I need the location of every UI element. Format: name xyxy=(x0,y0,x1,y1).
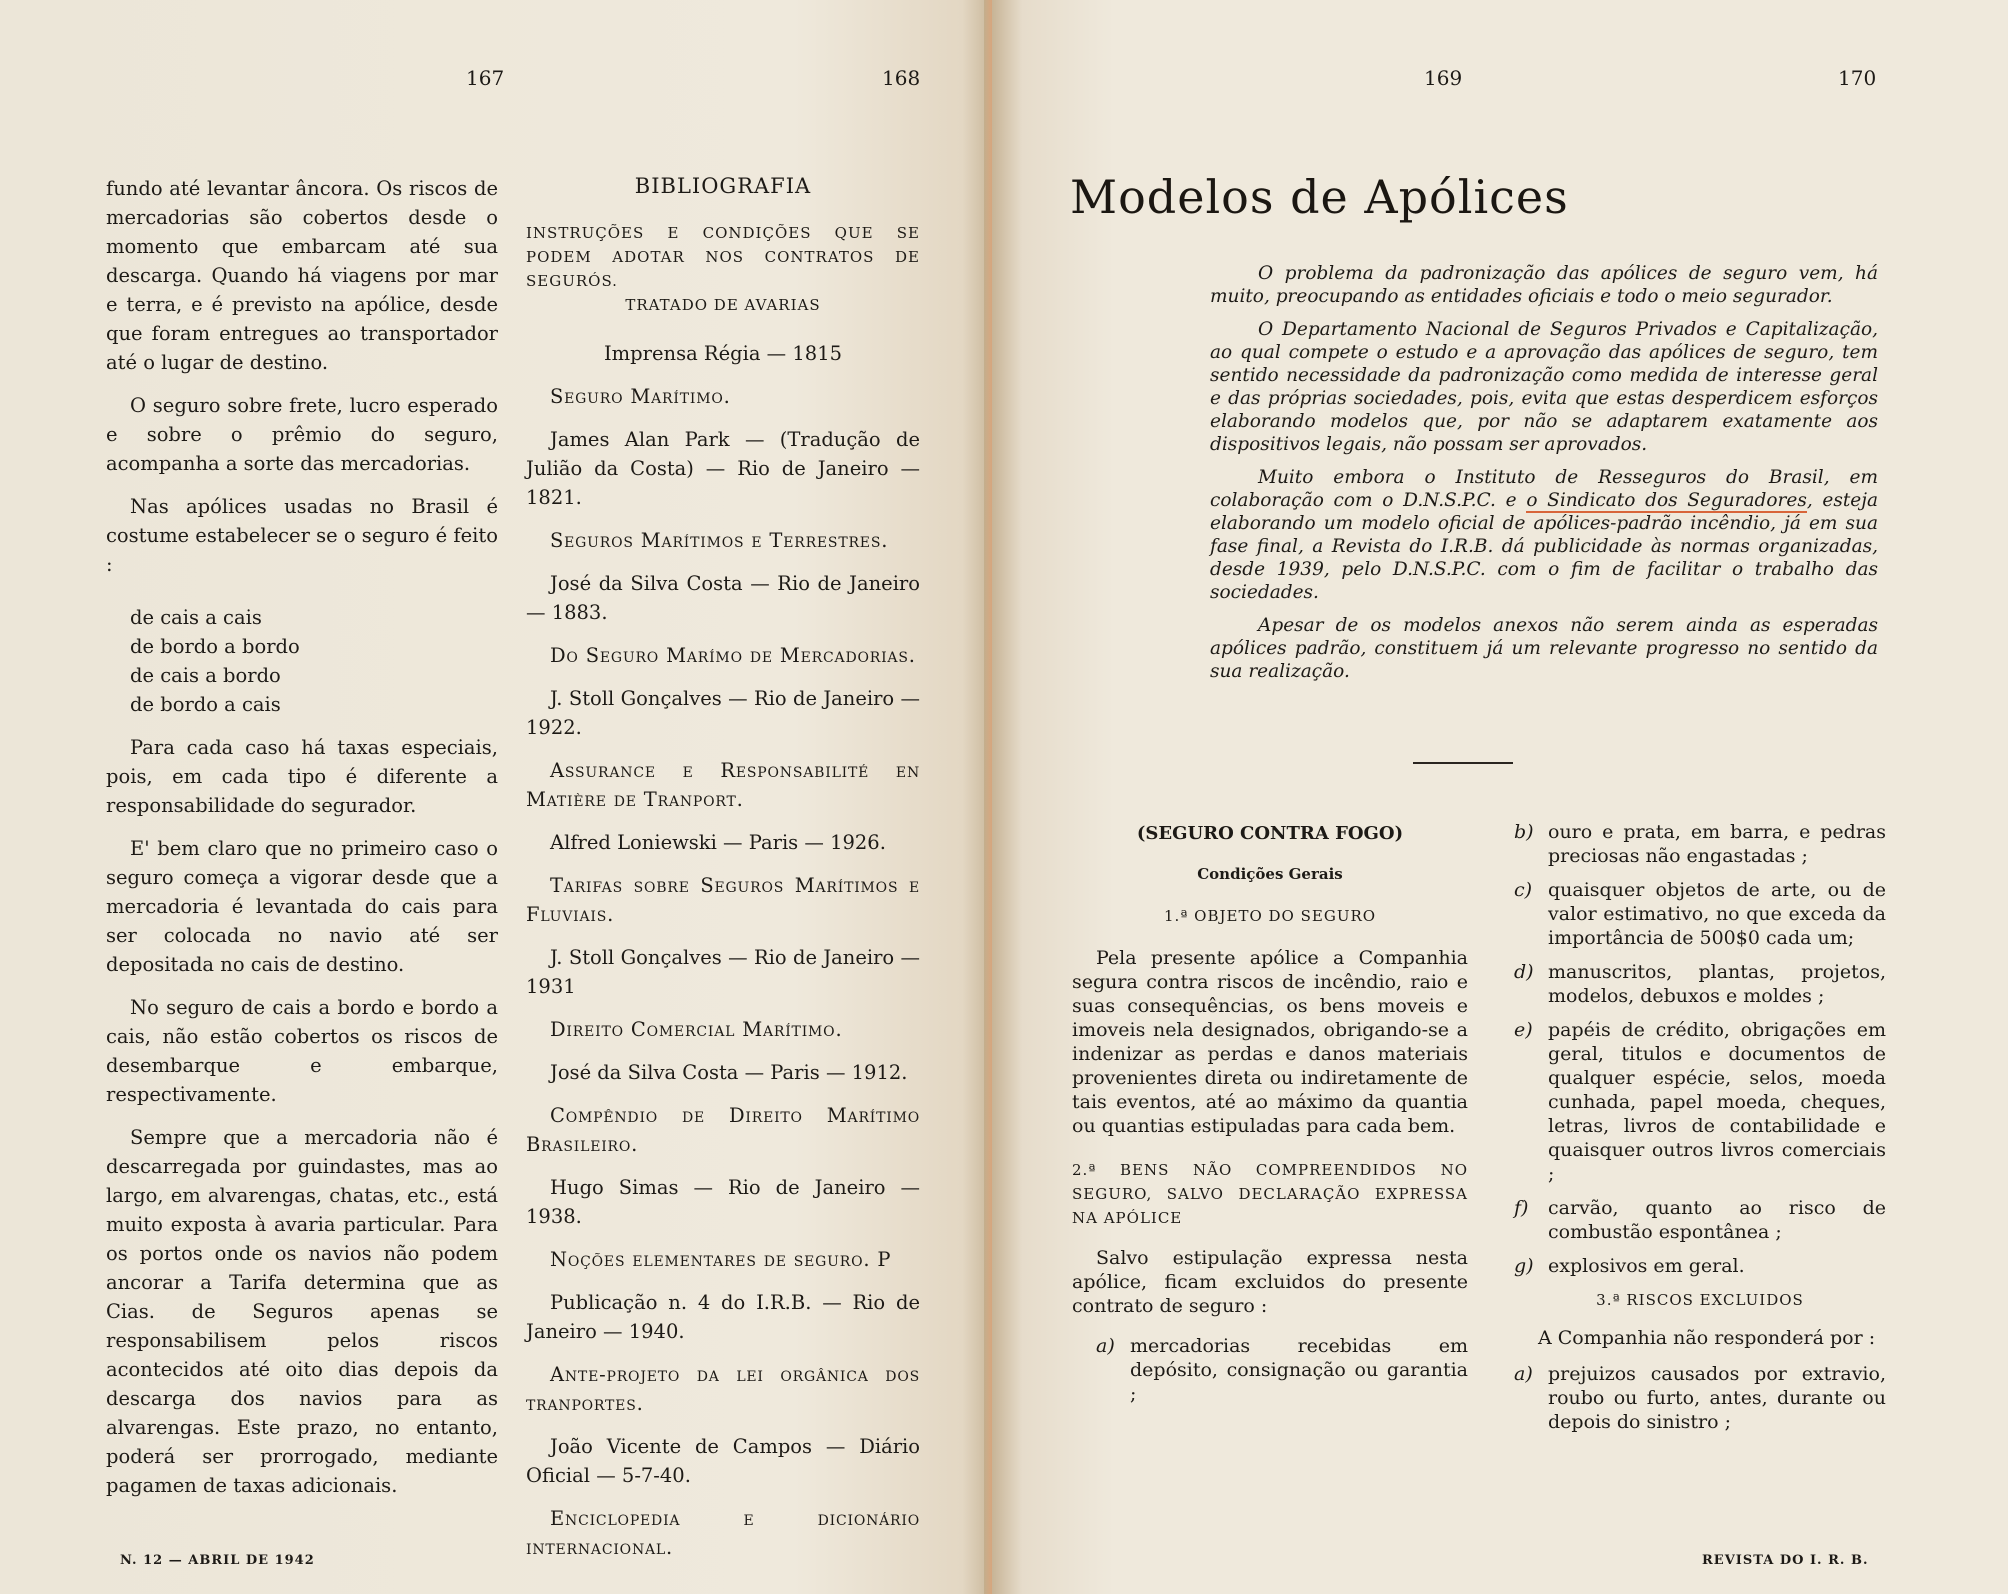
entry-title: Seguro Marítimo. xyxy=(550,385,731,408)
bibliography-title: BIBLIOGRAFIA xyxy=(634,174,812,198)
item-text: ouro e prata, em barra, e pedras preciosas não engastadas ; xyxy=(1548,821,1886,867)
bibliography-entry xyxy=(526,641,920,742)
bibliography-entry xyxy=(526,1360,920,1490)
bibliography-imprint: Imprensa Régia — 1815 xyxy=(603,342,843,365)
entry-title: Ante-projeto da lei orgânica dos tranportes. xyxy=(526,1363,920,1415)
list-item xyxy=(1514,1362,1886,1434)
bibliography-heading: INSTRUÇÕES E CONDIÇÕES QUE SE PODEM ADOTAR NOS CONTRATOS DE SEGURÓS. xyxy=(526,224,920,290)
section-1-heading: 1.ª OBJETO DO SEGURO xyxy=(1163,907,1377,925)
section-1-text: Pela presente apólice a Companhia segura contra riscos de incêndio, raio e suas consequências, os bens moveis e imoveis nela designados, obrigando-se a indenizar as perdas e danos materiais provenientes direta ou indiretamente de tais eventos, até ao máximo da quantia ou quantias estipuladas para cada bem. xyxy=(1072,947,1468,1137)
bibliography-entry xyxy=(526,1015,920,1087)
general-conditions-heading: Condições Gerais xyxy=(1197,865,1343,883)
item-label: a) xyxy=(1514,1363,1533,1385)
item-text: prejuizos causados por extravio, roubo ou furto, antes, durante ou depois do sinistro ; xyxy=(1548,1363,1886,1433)
entry-title: Direito Comercial Marítimo. xyxy=(550,1018,843,1041)
list-item: de cais a cais xyxy=(130,606,262,629)
bibliography-entry xyxy=(526,526,920,627)
paragraph: Sempre que a mercadoria não é descarregada por guindastes, mas ao largo, em alvarengas, chatas, etc., está muito exposta à avaria particular. Para os portos onde os navios não podem ancorar a Tarifa determina que as Cias. de Seguros apenas se responsabilisem pelos riscos acontecidos até oito dias depois da descarga dos navios para as alvarengas. Este prazo, no entanto, poderá ser prorrogado, mediante pagamen de taxas adicionais. xyxy=(106,1126,498,1497)
paragraph: E' bem claro que no primeiro caso o seguro começa a vigorar desde que a mercadoria é levantada do cais para ser colocada no navio até ser depositada no cais de destino. xyxy=(106,837,498,976)
page-number-170: 170 xyxy=(1838,66,1877,90)
bibliography-entry xyxy=(526,1504,920,1562)
list-item xyxy=(1514,1196,1886,1244)
entry-detail: Publicação n. 4 do I.R.B. — Rio de Janeiro — 1940. xyxy=(526,1291,920,1343)
bibliography-entry xyxy=(526,871,920,1001)
page-number-168: 168 xyxy=(882,66,921,90)
item-text: mercadorias recebidas em depósito, consignação ou garantia ; xyxy=(1130,1335,1468,1405)
item-label: a) xyxy=(1096,1335,1115,1357)
bibliography-entry xyxy=(526,382,920,512)
item-label: f) xyxy=(1514,1197,1529,1219)
section-2-text: Salvo estipulação expressa nesta apólice, ficam excluidos do presente contrato de seguro : xyxy=(1072,1247,1468,1317)
item-label: e) xyxy=(1514,1019,1533,1041)
insurance-types-list xyxy=(130,603,498,719)
column-167 xyxy=(106,174,498,1514)
section-divider xyxy=(1413,762,1513,764)
entry-detail: Alfred Loniewski — Paris — 1926. xyxy=(550,831,886,854)
item-label: d) xyxy=(1514,961,1534,983)
list-item xyxy=(1514,960,1886,1008)
list-item xyxy=(1514,878,1886,950)
item-text: quaisquer objetos de arte, ou de valor estimativo, no que exceda da importância de 500$0 cada um; xyxy=(1548,879,1886,949)
entry-title: Enciclopedia e dicionário internacional. xyxy=(526,1507,920,1559)
section-2-heading: 2.ª BENS NÃO COMPREENDIDOS NO SEGURO, SALVO DECLARAÇÃO EXPRESSA NA APÓLICE xyxy=(1072,1161,1468,1227)
item-text: papéis de crédito, obrigações em geral, titulos e documentos de qualquer espécie, selos, moeda cunhada, papel moeda, cheques, letras, livros de contabilidade e quaisquer outros livros comerciais ; xyxy=(1548,1019,1886,1185)
item-text: manuscritos, plantas, projetos, modelos, debuxos e moldes ; xyxy=(1548,961,1886,1007)
bibliography-entry xyxy=(526,756,920,857)
list-item xyxy=(1514,1018,1886,1186)
section-3-heading: 3.ª RISCOS EXCLUIDOS xyxy=(1596,1291,1804,1309)
bibliography-subheading: TRATADO DE AVARIAS xyxy=(625,296,821,314)
column-168-bibliography xyxy=(526,172,920,1576)
footer-magazine: REVISTA DO I. R. B. xyxy=(1702,1553,1869,1568)
entry-title: Compêndio de Direito Marítimo Brasileiro. xyxy=(526,1104,920,1156)
entry-detail: J. Stoll Gonçalves — Rio de Janeiro — 1931 xyxy=(526,946,920,998)
bibliography-entry xyxy=(526,1245,920,1346)
paragraph: Nas apólices usadas no Brasil é costume estabelecer se o seguro é feito : xyxy=(106,495,498,576)
entry-detail: José da Silva Costa — Rio de Janeiro — 1883. xyxy=(526,572,920,624)
item-label: b) xyxy=(1514,821,1534,843)
intro-text: , esteja elaborando um modelo oficial de apólices-padrão incêndio, já em sua fase final, a Revista do I.R.B. dá publicidade às normas organizadas, desde 1939, pelo D.N.S.P.C. com o fim de facilitar o trabalho das sociedades. xyxy=(1210,490,1878,603)
entry-title: Noções elementares de seguro. P xyxy=(550,1248,892,1271)
bibliography-entry xyxy=(526,1101,920,1231)
excluded-risks-list xyxy=(1514,1362,1886,1434)
entry-detail: João Vicente de Campos — Diário Oficial — 5-7-40. xyxy=(526,1435,920,1487)
entry-detail: José da Silva Costa — Paris — 1912. xyxy=(550,1061,908,1084)
item-label: g) xyxy=(1514,1255,1534,1277)
intro-paragraph: Apesar de os modelos anexos não serem ainda as esperadas apólices padrão, constituem já um relevante progresso no sentido da sua realização. xyxy=(1210,615,1878,682)
list-item xyxy=(1096,1334,1468,1406)
intro-paragraph xyxy=(1210,466,1878,604)
list-item xyxy=(1514,1254,1886,1278)
entry-detail: Hugo Simas — Rio de Janeiro — 1938. xyxy=(526,1176,920,1228)
paragraph: No seguro de cais a bordo e bordo a cais, não estão cobertos os riscos de desembarque e embarque, respectivamente. xyxy=(106,996,498,1106)
exclusions-list xyxy=(1096,1334,1468,1406)
article-intro xyxy=(1210,262,1878,693)
item-text: carvão, quanto ao risco de combustão espontânea ; xyxy=(1548,1197,1886,1243)
item-text: explosivos em geral. xyxy=(1548,1255,1745,1277)
entry-title: Do Seguro Marímo de Mercadorias. xyxy=(550,644,916,667)
underlined-text: o Sindicato dos Seguradores xyxy=(1526,490,1807,511)
page-number-169: 169 xyxy=(1424,66,1463,90)
policy-column-1 xyxy=(1072,822,1468,1416)
entry-detail: James Alan Park — (Tradução de Julião da Costa) — Rio de Janeiro — 1821. xyxy=(526,428,920,509)
footer-issue: N. 12 — ABRIL DE 1942 xyxy=(120,1553,315,1568)
left-page xyxy=(0,0,992,1594)
list-item: de bordo a bordo xyxy=(130,635,300,658)
paragraph: O seguro sobre frete, lucro esperado e sobre o prêmio do seguro, acompanha a sorte das mercadorias. xyxy=(106,394,498,475)
list-item: de bordo a cais xyxy=(130,693,281,716)
list-item xyxy=(1514,820,1886,868)
entry-title: Seguros Marítimos e Terrestres. xyxy=(550,529,889,552)
paragraph: Para cada caso há taxas especiais, pois, em cada tipo é diferente a responsabilidade do segurador. xyxy=(106,736,498,817)
intro-paragraph: O Departamento Nacional de Seguros Privados e Capitalização, ao qual compete o estudo e a aprovação das apólices de seguro, tem sentido necessidade da padronização como medida de interesse geral e das próprias sociedades, pois, evita que estas desperdicem esforços elaborando modelos que, por não se adaptarem exatamente aos dispositivos legais, não possam ser aprovados. xyxy=(1210,319,1878,455)
section-3-text: A Companhia não responderá por : xyxy=(1538,1327,1876,1349)
policy-type-title: (SEGURO CONTRA FOGO) xyxy=(1136,823,1404,844)
paragraph: fundo até levantar âncora. Os riscos de mercadorias são cobertos desde o momento que embarcam até sua descarga. Quando há viagens por mar e terra, e é previsto na apólice, desde que foram entregues ao transportador até o lugar de destino. xyxy=(106,177,498,374)
intro-text: Muito embora o Instituto de Resseguros do Brasil, em colaboração com o D.N.S.P.C. e xyxy=(1210,467,1878,511)
page-number-167: 167 xyxy=(466,66,505,90)
exclusions-list-continued xyxy=(1514,820,1886,1278)
policy-column-2 xyxy=(1514,820,1886,1444)
item-label: c) xyxy=(1514,879,1533,901)
entry-title: Tarifas sobre Seguros Marítimos e Fluviais. xyxy=(526,874,920,926)
intro-paragraph: O problema da padronização das apólices de seguro vem, há muito, preocupando as entidades oficiais e todo o meio segurador. xyxy=(1210,263,1878,307)
article-title: Modelos de Apólices xyxy=(1070,170,1569,224)
list-item: de cais a bordo xyxy=(130,664,281,687)
entry-title: Assurance e Responsabilité en Matière de Tranport. xyxy=(526,759,920,811)
entry-detail: J. Stoll Gonçalves — Rio de Janeiro — 1922. xyxy=(526,687,920,739)
